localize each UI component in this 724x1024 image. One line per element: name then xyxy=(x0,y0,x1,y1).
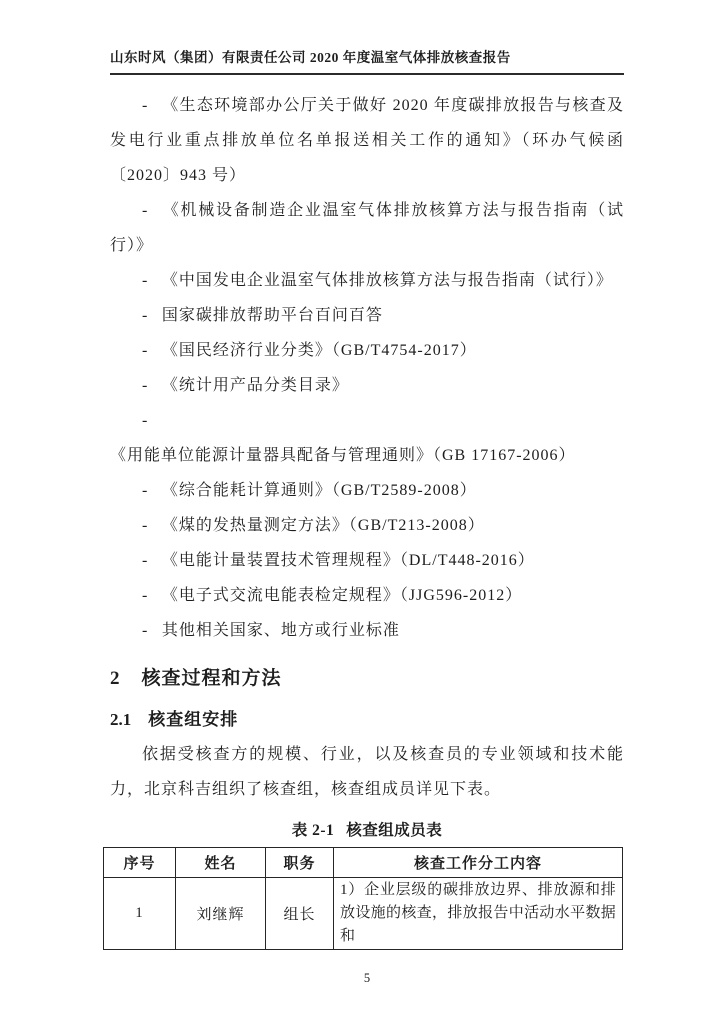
cell-role: 组长 xyxy=(266,878,334,950)
body-paragraph: 依据受核查方的规模、行业，以及核查员的专业领域和技术能力，北京科吉组织了核查组，核查组成员详见下表。 xyxy=(110,746,624,798)
reference-item-text: 《国民经济行业分类》（GB/T4754-2017） xyxy=(161,342,477,359)
table-caption xyxy=(110,818,624,840)
reference-item-text: 《用能单位能源计量器具配备与管理通则》（GB 17167-2006） xyxy=(110,447,576,464)
bullet-dash: - xyxy=(142,482,149,499)
bullet-dash: - xyxy=(142,587,149,604)
page-footer xyxy=(110,971,624,986)
subsection-number: 2.1 xyxy=(110,710,132,729)
table-header-row xyxy=(104,848,623,878)
reference-item-text: 国家碳排放帮助平台百问百答 xyxy=(161,307,383,324)
reference-list xyxy=(110,88,624,648)
section-number: 2 xyxy=(110,668,120,689)
cell-name: 刘继辉 xyxy=(176,878,266,950)
cell-no: 1 xyxy=(104,878,176,950)
bullet-dash: - xyxy=(142,202,149,219)
reference-item-text: 《生态环境部办公厅关于做好 2020 年度碳排放报告与核查及发电行业重点排放单位名单报送相关工作的通知》（环办气候函〔2020〕943 号） xyxy=(110,97,624,184)
reference-item xyxy=(110,193,624,263)
bullet-dash: - xyxy=(142,307,149,324)
reference-item-text: 《综合能耗计算通则》（GB/T2589-2008） xyxy=(161,482,477,499)
reference-item xyxy=(110,298,624,333)
bullet-dash: - xyxy=(142,517,149,534)
column-header-name: 姓名 xyxy=(176,848,266,878)
table-row xyxy=(104,878,623,950)
reference-item xyxy=(110,88,624,193)
reference-item xyxy=(110,473,624,508)
subsection-title: 核查组安排 xyxy=(148,710,239,729)
cell-duty: 1）企业层级的碳排放边界、排放源和排放设施的核查，排放报告中活动水平数据和 xyxy=(334,878,623,950)
reference-item xyxy=(110,403,624,473)
reference-item-text: 《中国发电企业温室气体排放核算方法与报告指南（试行）》 xyxy=(161,272,613,289)
reference-item xyxy=(110,578,624,613)
reference-item-text: 《煤的发热量测定方法》（GB/T213-2008） xyxy=(161,517,485,534)
bullet-dash: - xyxy=(142,97,149,114)
reference-item-text: 《电能计量装置技术管理规程》（DL/T448-2016） xyxy=(161,552,535,569)
reference-item xyxy=(110,368,624,403)
bullet-dash: - xyxy=(142,272,149,289)
column-header-duty: 核查工作分工内容 xyxy=(334,848,623,878)
reference-item xyxy=(110,543,624,578)
reference-item-text: 其他相关国家、地方或行业标准 xyxy=(161,622,400,639)
column-header-role: 职务 xyxy=(266,848,334,878)
reference-item xyxy=(110,508,624,543)
page-number: 5 xyxy=(363,971,371,985)
verification-team-table xyxy=(103,847,623,950)
reference-item-text: 《统计用产品分类目录》 xyxy=(161,377,349,394)
table-caption-label: 表 2-1 xyxy=(291,822,335,839)
reference-item-text: 《电子式交流电能表检定规程》（JJG596-2012） xyxy=(161,587,523,604)
column-header-no: 序号 xyxy=(104,848,176,878)
section-title: 核查过程和方法 xyxy=(141,668,282,689)
bullet-dash: - xyxy=(142,412,149,429)
bullet-dash: - xyxy=(142,622,149,639)
bullet-dash: - xyxy=(142,342,149,359)
reference-item xyxy=(110,333,624,368)
bullet-dash: - xyxy=(142,377,149,394)
reference-item xyxy=(110,613,624,648)
subsection-heading xyxy=(110,705,624,730)
section-heading xyxy=(110,663,624,690)
table-caption-title: 核查组成员表 xyxy=(346,822,443,839)
reference-item-text: 《机械设备制造企业温室气体排放核算方法与报告指南（试行）》 xyxy=(110,202,624,254)
reference-item xyxy=(110,263,624,298)
document-header-title: 山东时风（集团）有限责任公司 2020 年度温室气体排放核查报告 xyxy=(110,46,624,75)
bullet-dash: - xyxy=(142,552,149,569)
